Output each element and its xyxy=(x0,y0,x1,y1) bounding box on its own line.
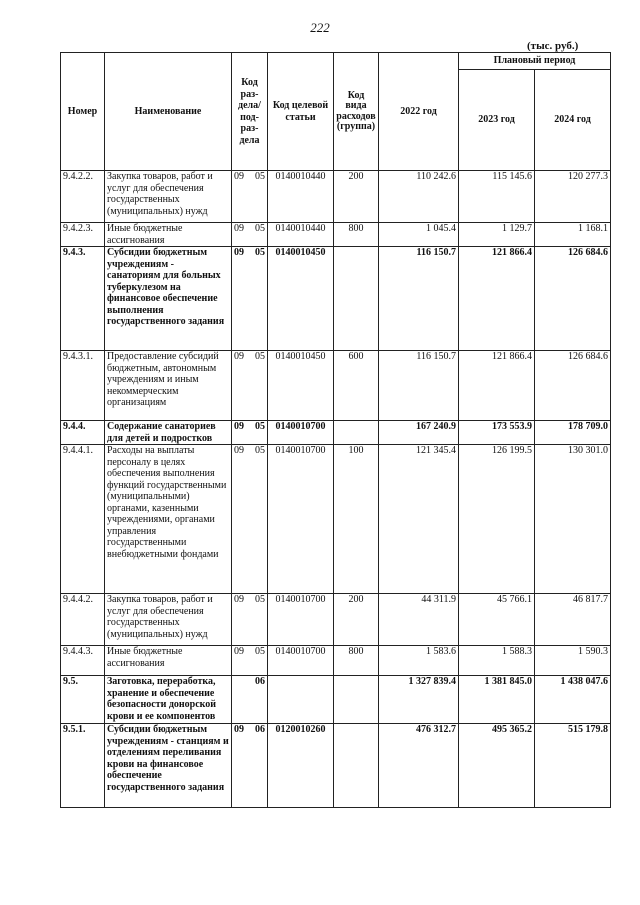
row-amount-2023: 121 866.4 xyxy=(459,351,535,421)
row-amount-2022: 1 583.6 xyxy=(379,646,459,676)
row-section: 09 xyxy=(234,421,244,432)
row-section: 09 xyxy=(234,171,244,182)
table-row xyxy=(61,247,611,351)
row-section-code xyxy=(232,594,268,646)
row-section-code xyxy=(232,724,268,808)
row-section: 09 xyxy=(234,247,244,258)
row-amount-2023: 1 129.7 xyxy=(459,223,535,247)
row-name: Субсидии бюджетным учреждениям - станциям и отделениям переливания крови на финансовое обеспечение государственного задания xyxy=(105,724,232,808)
row-number: 9.4.4.2. xyxy=(61,594,105,646)
row-section: 09 xyxy=(234,351,244,362)
row-number: 9.4.4.3. xyxy=(61,646,105,676)
row-section-code xyxy=(232,445,268,594)
row-subsection: 05 xyxy=(255,594,265,605)
row-name: Закупка товаров, работ и услуг для обеспечения государственных (муниципальных) нужд xyxy=(105,594,232,646)
row-amount-2023: 126 199.5 xyxy=(459,445,535,594)
header-target-code: Код целевой статьи xyxy=(268,53,334,171)
row-name: Закупка товаров, работ и услуг для обеспечения государственных (муниципальных) нужд xyxy=(105,171,232,223)
table-row xyxy=(61,223,611,247)
row-number: 9.5.1. xyxy=(61,724,105,808)
header-planned-period: Плановый период xyxy=(459,53,611,70)
row-number: 9.4.3.1. xyxy=(61,351,105,421)
row-expense-type: 200 xyxy=(334,171,379,223)
row-number: 9.4.2.3. xyxy=(61,223,105,247)
row-expense-type: 800 xyxy=(334,223,379,247)
row-amount-2023: 1 588.3 xyxy=(459,646,535,676)
row-amount-2022: 1 327 839.4 xyxy=(379,676,459,724)
row-name: Предоставление субсидий бюджетным, автономным учреждениям и иным некоммерческим организациям xyxy=(105,351,232,421)
table-row xyxy=(61,724,611,808)
row-target-code: 0140010440 xyxy=(268,223,334,247)
table-row xyxy=(61,594,611,646)
row-amount-2022: 121 345.4 xyxy=(379,445,459,594)
row-name: Иные бюджетные ассигнования xyxy=(105,223,232,247)
row-amount-2024: 1 168.1 xyxy=(535,223,611,247)
row-subsection: 05 xyxy=(255,247,265,258)
table-row xyxy=(61,445,611,594)
row-amount-2023: 45 766.1 xyxy=(459,594,535,646)
row-amount-2024: 126 684.6 xyxy=(535,247,611,351)
header-section-code: Код раз-дела/ под-раз-дела xyxy=(232,53,268,171)
row-amount-2024: 1 590.3 xyxy=(535,646,611,676)
row-expense-type: 600 xyxy=(334,351,379,421)
row-expense-type: 200 xyxy=(334,594,379,646)
row-amount-2022: 167 240.9 xyxy=(379,421,459,445)
row-expense-type: 800 xyxy=(334,646,379,676)
row-section: 09 xyxy=(234,594,244,605)
row-name: Содержание санаториев для детей и подростков xyxy=(105,421,232,445)
row-amount-2024: 178 709.0 xyxy=(535,421,611,445)
row-amount-2024: 46 817.7 xyxy=(535,594,611,646)
row-section: 09 xyxy=(234,724,244,735)
row-amount-2022: 116 150.7 xyxy=(379,247,459,351)
row-target-code: 0140010700 xyxy=(268,646,334,676)
row-target-code: 0140010700 xyxy=(268,421,334,445)
row-amount-2022: 476 312.7 xyxy=(379,724,459,808)
row-name: Заготовка, переработка, хранение и обеспечение безопасности донорской крови и ее компонентов xyxy=(105,676,232,724)
row-target-code: 0140010450 xyxy=(268,351,334,421)
row-amount-2024: 1 438 047.6 xyxy=(535,676,611,724)
row-amount-2024: 130 301.0 xyxy=(535,445,611,594)
row-number: 9.5. xyxy=(61,676,105,724)
row-expense-type xyxy=(334,247,379,351)
row-expense-type xyxy=(334,676,379,724)
row-amount-2023: 121 866.4 xyxy=(459,247,535,351)
row-target-code: 0140010700 xyxy=(268,594,334,646)
row-target-code: 0140010440 xyxy=(268,171,334,223)
row-target-code: 0140010700 xyxy=(268,445,334,594)
row-amount-2022: 44 311.9 xyxy=(379,594,459,646)
header-expense-type: Код вида расходов (группа) xyxy=(334,53,379,171)
row-number: 9.4.2.2. xyxy=(61,171,105,223)
row-name: Расходы на выплаты персоналу в целях обеспечения выполнения функций государственными (муниципальными) органами, казенными учреждениями, органами управления государственными внебюджетными фондами xyxy=(105,445,232,594)
row-number: 9.4.4.1. xyxy=(61,445,105,594)
header-year-2023: 2023 год xyxy=(459,70,535,171)
row-amount-2024: 515 179.8 xyxy=(535,724,611,808)
row-expense-type xyxy=(334,724,379,808)
row-amount-2022: 1 045.4 xyxy=(379,223,459,247)
header-number: Номер xyxy=(61,53,105,171)
row-target-code: 0120010260 xyxy=(268,724,334,808)
row-name: Иные бюджетные ассигнования xyxy=(105,646,232,676)
row-section-code xyxy=(232,247,268,351)
row-amount-2022: 116 150.7 xyxy=(379,351,459,421)
row-target-code xyxy=(268,676,334,724)
row-number: 9.4.4. xyxy=(61,421,105,445)
row-expense-type: 100 xyxy=(334,445,379,594)
units-label: (тыс. руб.) xyxy=(527,40,579,52)
row-subsection: 05 xyxy=(255,171,265,182)
table-row xyxy=(61,171,611,223)
row-subsection: 05 xyxy=(255,223,265,234)
table-row xyxy=(61,676,611,724)
row-amount-2023: 173 553.9 xyxy=(459,421,535,445)
row-section: 09 xyxy=(234,445,244,456)
row-subsection: 05 xyxy=(255,445,265,456)
row-section-code xyxy=(232,676,268,724)
row-number: 9.4.3. xyxy=(61,247,105,351)
row-subsection: 05 xyxy=(255,351,265,362)
row-section-code xyxy=(232,223,268,247)
page-number: 222 xyxy=(310,20,330,35)
row-subsection: 06 xyxy=(255,724,265,735)
row-section-code xyxy=(232,351,268,421)
header-name: Наименование xyxy=(105,53,232,171)
row-subsection: 06 xyxy=(255,676,265,687)
row-section: 09 xyxy=(234,646,244,657)
row-amount-2023: 495 365.2 xyxy=(459,724,535,808)
table-row xyxy=(61,351,611,421)
row-section-code xyxy=(232,421,268,445)
header-year-2022: 2022 год xyxy=(379,53,459,171)
row-amount-2022: 110 242.6 xyxy=(379,171,459,223)
row-name: Субсидии бюджетным учреждениям - санаториям для больных туберкулезом на финансовое обеспечение выполнения государственного задания xyxy=(105,247,232,351)
row-subsection: 05 xyxy=(255,646,265,657)
table-row xyxy=(61,421,611,445)
row-section-code xyxy=(232,171,268,223)
budget-table xyxy=(60,52,611,808)
row-amount-2024: 126 684.6 xyxy=(535,351,611,421)
row-section: 09 xyxy=(234,223,244,234)
row-amount-2024: 120 277.3 xyxy=(535,171,611,223)
row-amount-2023: 1 381 845.0 xyxy=(459,676,535,724)
table-body xyxy=(61,171,611,808)
row-amount-2023: 115 145.6 xyxy=(459,171,535,223)
row-expense-type xyxy=(334,421,379,445)
row-target-code: 0140010450 xyxy=(268,247,334,351)
table-row xyxy=(61,646,611,676)
header-year-2024: 2024 год xyxy=(535,70,611,171)
row-section-code xyxy=(232,646,268,676)
row-subsection: 05 xyxy=(255,421,265,432)
